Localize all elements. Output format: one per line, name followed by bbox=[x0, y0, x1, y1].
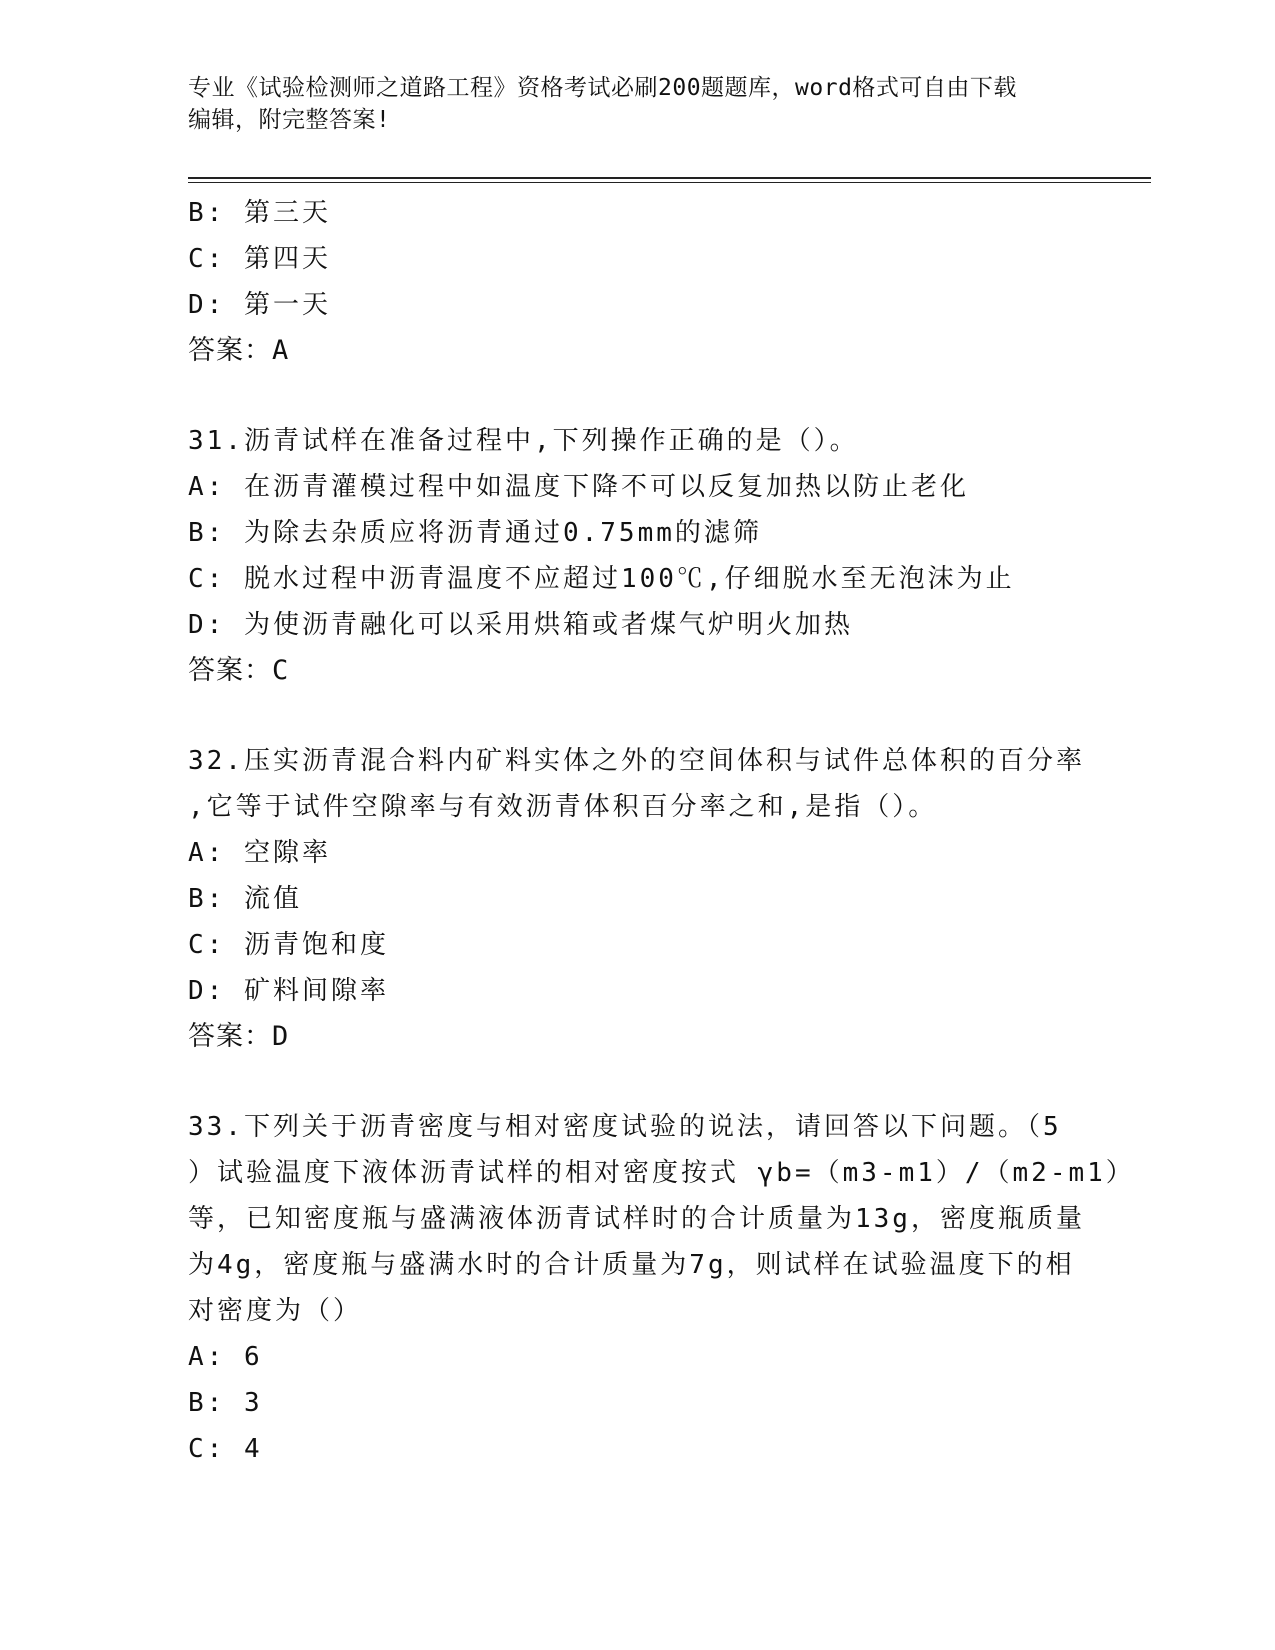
question-stem: 31.沥青试样在准备过程中,下列操作正确的是（）。 bbox=[188, 426, 859, 456]
answer-label: 答案： bbox=[188, 335, 272, 366]
option-d: D: 为使沥青融化可以采用烘箱或者煤气炉明火加热 bbox=[188, 610, 853, 640]
answer-label: 答案： bbox=[188, 1021, 272, 1052]
option-c: C: 脱水过程中沥青温度不应超过100℃,仔细脱水至无泡沫为止 bbox=[188, 564, 1015, 594]
option-b: B: 为除去杂质应将沥青通过0.75mm的滤筛 bbox=[188, 518, 762, 548]
option-d: D: 矿料间隙率 bbox=[188, 976, 389, 1006]
option-d: D: 第一天 bbox=[188, 290, 331, 320]
question-stem-line-2: ,它等于试件空隙率与有效沥青体积百分率之和,是指（）。 bbox=[188, 792, 938, 822]
question-list bbox=[188, 190, 1135, 1472]
question-stem-line-5: 对密度为（） bbox=[188, 1296, 363, 1326]
question-stem-line-4: 为4g，密度瓶与盛满水时的合计质量为7g，则试样在试验温度下的相 bbox=[188, 1250, 1075, 1280]
header-divider-thick bbox=[188, 177, 1151, 179]
option-a: A: 空隙率 bbox=[188, 838, 331, 868]
header-title-line-2: 编辑，附完整答案! bbox=[188, 107, 391, 133]
question-31 bbox=[188, 418, 1088, 694]
question-32 bbox=[188, 738, 1088, 1060]
answer-value: D bbox=[272, 1021, 290, 1052]
option-c: C: 4 bbox=[188, 1434, 263, 1464]
question-stem-line-1: 33.下列关于沥青密度与相对密度试验的说法，请回答以下问题。（5 bbox=[188, 1112, 1062, 1142]
option-b: B: 3 bbox=[188, 1388, 263, 1418]
option-a: A: 在沥青灌模过程中如温度下降不可以反复加热以防止老化 bbox=[188, 472, 969, 502]
option-a: A: 6 bbox=[188, 1342, 263, 1372]
option-c: C: 第四天 bbox=[188, 244, 331, 274]
option-b: B: 第三天 bbox=[188, 198, 331, 228]
question-stem-line-1: 32.压实沥青混合料内矿料实体之外的空间体积与试件总体积的百分率 bbox=[188, 746, 1085, 776]
question-stem-line-2: ）试验温度下液体沥青试样的相对密度按式 γb=（m3-m1）/（m2-m1） bbox=[188, 1158, 1135, 1188]
answer-line bbox=[188, 648, 1088, 694]
page-header bbox=[188, 72, 1068, 136]
option-c: C: 沥青饱和度 bbox=[188, 930, 389, 960]
answer-value: C bbox=[272, 655, 290, 686]
question-stem-line-3: 等，已知密度瓶与盛满液体沥青试样时的合计质量为13g，密度瓶质量 bbox=[188, 1204, 1085, 1234]
answer-line bbox=[188, 328, 1088, 374]
header-divider-thin bbox=[188, 182, 1151, 183]
header-title-line-1: 专业《试验检测师之道路工程》资格考试必刷200题题库，word格式可自由下载 bbox=[188, 75, 1017, 101]
answer-label: 答案： bbox=[188, 655, 272, 686]
option-b: B: 流值 bbox=[188, 884, 302, 914]
question-33 bbox=[188, 1104, 1135, 1472]
answer-value: A bbox=[272, 335, 290, 366]
answer-line bbox=[188, 1014, 1088, 1060]
question-prev bbox=[188, 190, 1088, 374]
